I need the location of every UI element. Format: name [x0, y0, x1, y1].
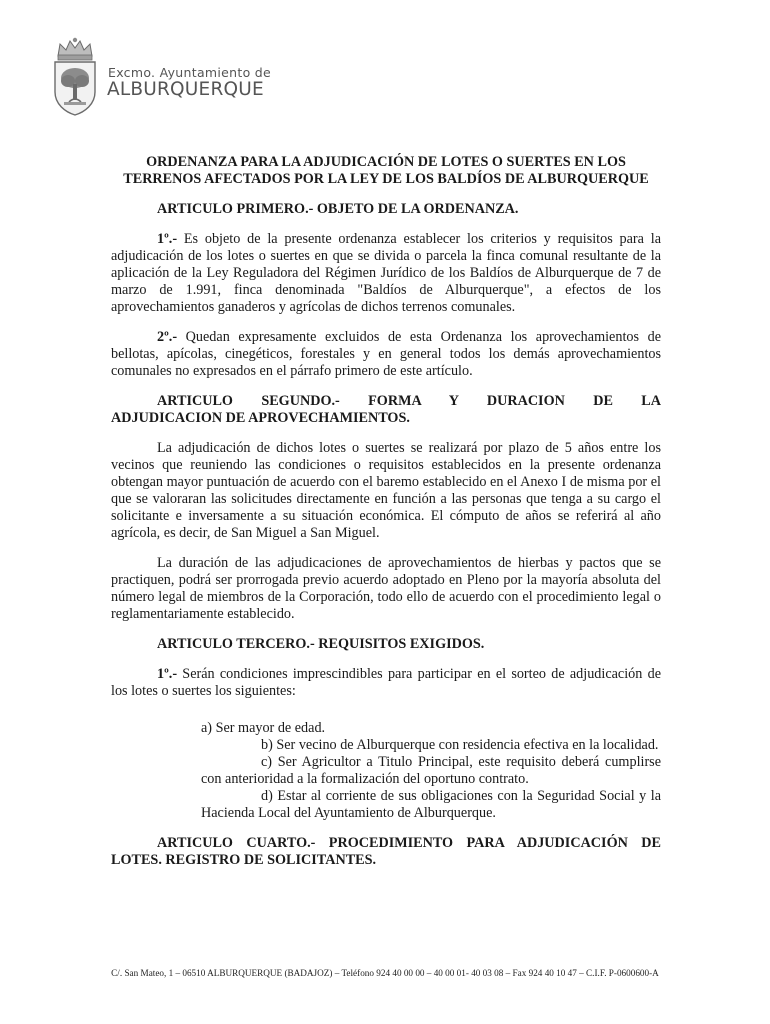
requirement-item: d) Estar al corriente de sus obligaciones con la Seguridad Social y la Hacienda Local del Ayuntamiento de Alburquerque.	[201, 788, 661, 821]
article-3-paragraph-1	[111, 666, 661, 700]
document-title: ORDENANZA PARA LA ADJUDICACIÓN DE LOTES O SUERTES EN LOS TERRENOS AFECTADOS POR LA LEY DE LOS BALDÍOS DE ALBURQUERQUE	[123, 154, 649, 187]
logo-subtitle: Excmo. Ayuntamiento de	[108, 65, 272, 80]
municipal-logo	[52, 36, 272, 116]
paragraph-text: Quedan expresamente excluidos de esta Ordenanza los aprovechamientos de bellotas, apícolas, cinegéticos, forestales y en general todos los demás aprovechamientos comunales no expresados en el párrafo primero de este artículo.	[111, 329, 661, 379]
paragraph-text: Es objeto de la presente ordenanza establecer los criterios y requisitos para la adjudicación de los lotes o suertes en que se divida o parcela la finca comunal resultante de la aplicación de la Ley Reguladora del Régimen Jurídico de los Baldíos de Alburquerque de 7 de marzo de 1.991, finca denominada "Baldíos de Alburquerque", a efectos de los aprovechamientos ganaderos y agrícolas de dichos terrenos comunales.	[111, 231, 661, 315]
article-1-heading: ARTICULO PRIMERO.- OBJETO DE LA ORDENANZA.	[157, 201, 519, 217]
article-2-heading-line-2: ADJUDICACION DE APROVECHAMIENTOS.	[111, 410, 410, 426]
article-2-paragraph-2: La duración de las adjudicaciones de aprovechamientos de hierbas y pactos que se practiquen, podrá ser prorrogada previo acuerdo adoptado en Pleno por la mayoría absoluta del número legal de miembros de la Corporación, todo ello de acuerdo con el procedimiento legal o reglamentariamente establecido.	[111, 555, 661, 622]
coat-of-arms-icon	[52, 36, 98, 116]
paragraph-text: Serán condiciones imprescindibles para participar en el sorteo de adjudicación de los lotes o suertes los siguientes:	[111, 666, 661, 699]
article-2-paragraph-1: La adjudicación de dichos lotes o suertes se realizará por plazo de 5 años entre los vecinos que reuniendo las condiciones o requisitos establecidos en la presente ordenanza obtengan mayor puntuación de acuerdo con el baremo establecido en el Anexo I de misma por el que se valoraran las solicitudes directamente en función a las personas que tenga a su cargo el solicitante e inversamente a su situación económica. El cómputo de años se referirá al año agrícola, es decir, de San Miguel a San Miguel.	[111, 440, 661, 541]
article-3-heading: ARTICULO TERCERO.- REQUISITOS EXIGIDOS.	[157, 636, 485, 652]
article-2-heading-line-1: ARTICULO SEGUNDO.- FORMA Y DURACION DE LA	[157, 393, 661, 409]
article-1-paragraph-1	[111, 231, 661, 316]
requirement-item: b) Ser vecino de Alburquerque con residencia efectiva en la localidad.	[261, 737, 659, 753]
article-1-paragraph-2	[111, 329, 661, 380]
requirement-item: c) Ser Agricultor a Titulo Principal, este requisito deberá cumplirse con anterioridad a la formalización del oportuno contrato.	[201, 754, 661, 787]
logo-town-name: ALBURQUERQUE	[107, 79, 264, 100]
document-body	[111, 154, 661, 882]
paragraph-number: 1º.-	[157, 231, 178, 247]
requirements-list	[201, 720, 661, 822]
page-footer: C/. San Mateo, 1 – 06510 ALBURQUERQUE (BADAJOZ) – Teléfono 924 40 00 00 – 40 00 01- 40 03 08 – Fax 924 40 10 47 – C.I.F. P-0600600-A	[111, 968, 659, 978]
requirement-item: a) Ser mayor de edad.	[201, 720, 326, 736]
paragraph-number: 2º.-	[157, 329, 178, 345]
article-4-heading: ARTICULO CUARTO.- PROCEDIMIENTO PARA ADJUDICACIÓN DE LOTES. REGISTRO DE SOLICITANTES.	[111, 835, 661, 868]
article-2-heading	[111, 393, 661, 427]
paragraph-number: 1º.-	[157, 666, 178, 682]
